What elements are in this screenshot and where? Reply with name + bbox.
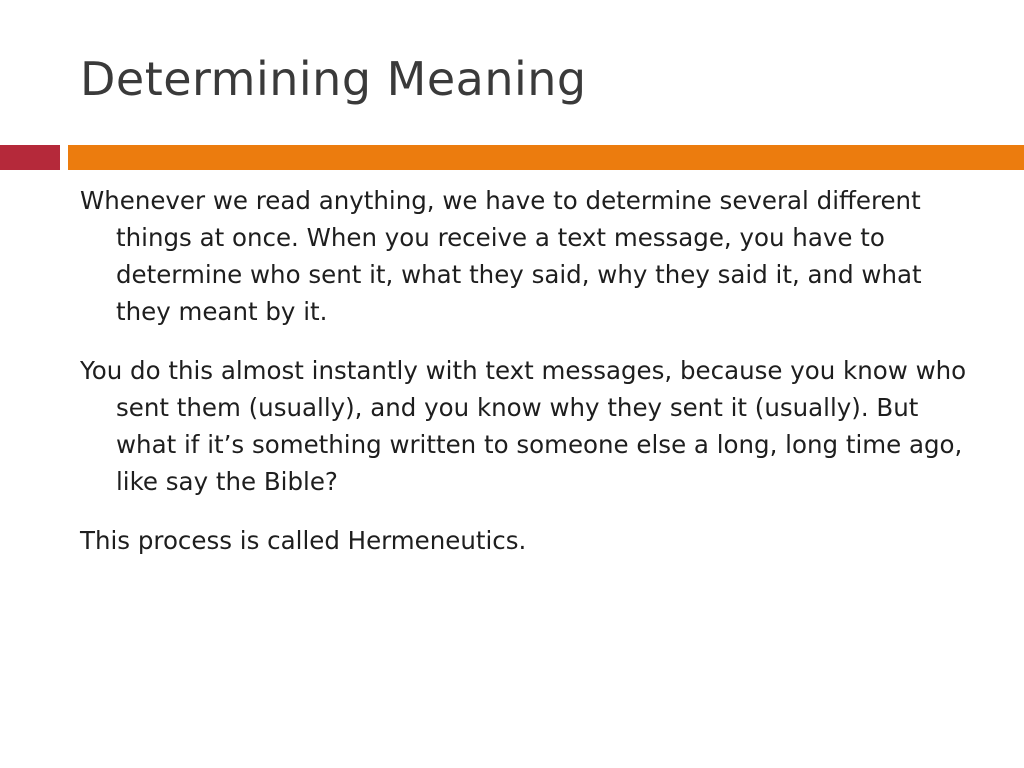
accent-bar-left: [0, 145, 60, 170]
paragraph-intro: Whenever we read anything, we have to determine several different things at once. When you receive a text message, you have to determine who sent it, what they said, why they said it, and what they meant by it.: [80, 186, 922, 326]
paragraph-hermeneutics: This process is called Hermeneutics.: [80, 526, 527, 555]
slide-body: [80, 182, 980, 581]
accent-bar-right: [68, 145, 1024, 170]
paragraph-text-messages: You do this almost instantly with text messages, because you know who sent them (usually), and you know why they sent it (usually). But what if it’s something written to someone else a long, long time ago, like say the Bible?: [80, 356, 967, 496]
slide-title: Determining Meaning: [80, 52, 587, 106]
